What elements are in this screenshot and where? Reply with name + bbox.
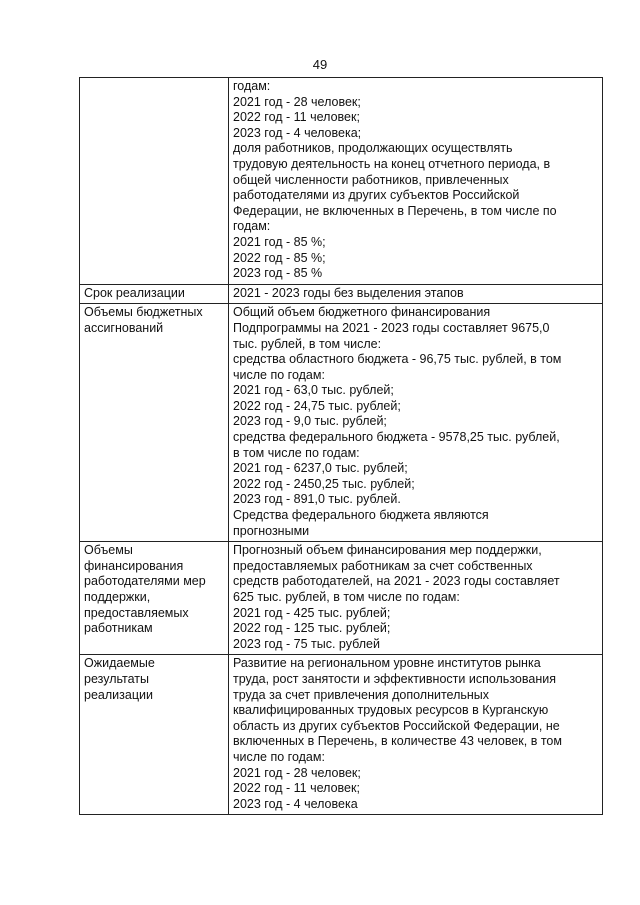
row-label: Объемы бюджетных [84, 305, 203, 320]
row-label: работодателями мер [84, 574, 206, 589]
content-line: годам: [233, 79, 271, 93]
row-content-cell [229, 78, 603, 285]
content-line: предоставляемых работникам за счет собственных [233, 558, 533, 573]
content-line: тыс. рублей, в том числе: [233, 336, 382, 351]
row-label-cell [80, 304, 229, 542]
content-line: 2023 год - 85 % [233, 266, 323, 281]
content-line: средства областного бюджета - 96,75 тыс. рублей, в том [233, 352, 562, 367]
content-line: прогнозными [233, 523, 310, 538]
content-line: 2021 год - 425 тыс. рублей; [233, 605, 391, 620]
content-line: Федерации, не включенных в Перечень, в том числе по [233, 203, 557, 218]
content-line: работодателями из других субъектов Российской [233, 188, 520, 203]
program-passport-table [79, 77, 603, 815]
row-label-cell [80, 284, 229, 304]
row-content-cell [229, 304, 603, 542]
content-line: 2022 год - 2450,25 тыс. рублей; [233, 476, 415, 491]
row-label: реализации [84, 687, 153, 702]
content-line: средства федерального бюджета - 9578,25 тыс. рублей, [233, 430, 560, 445]
row-label: поддержки, [84, 590, 151, 604]
row-label-cell [80, 542, 229, 655]
table-row-budget-allocations [80, 304, 603, 542]
content-line: квалифицированных трудовых ресурсов в Курганскую [233, 703, 549, 718]
content-line: 2021 год - 63,0 тыс. рублей; [233, 383, 394, 398]
content-line: труда за счет привлечения дополнительных [233, 687, 490, 702]
content-line: средств работодателей, на 2021 - 2023 годы составляет [233, 574, 560, 589]
row-content-cell [229, 655, 603, 815]
content-line: 2023 год - 75 тыс. рублей [233, 636, 380, 651]
content-line: Средства федерального бюджета являются [233, 508, 489, 523]
content-line: 2022 год - 85 %; [233, 250, 326, 265]
content-line: Развитие на региональном уровне институтов рынка [233, 656, 541, 671]
content-line: числе по годам: [233, 367, 325, 382]
content-line: 2021 год - 6237,0 тыс. рублей; [233, 461, 408, 476]
row-label: работникам [84, 621, 153, 636]
content-line: 2022 год - 11 человек; [233, 110, 360, 125]
content-line: Подпрограммы на 2021 - 2023 годы составляет 9675,0 [233, 320, 550, 335]
content-line: Прогнозный объем финансирования мер поддержки, [233, 543, 542, 558]
table-row-expected-results [80, 655, 603, 815]
row-label-cell [80, 655, 229, 815]
content-line: трудовую деятельность на конец отчетного периода, в [233, 156, 551, 171]
content-line: 2021 год - 28 человек; [233, 94, 361, 109]
row-content-cell [229, 542, 603, 655]
content-line: 2023 год - 891,0 тыс. рублей. [233, 492, 401, 507]
content-line: Общий объем бюджетного финансирования [233, 305, 491, 320]
row-label: предоставляемых [84, 605, 189, 620]
content-line: 2021 год - 28 человек; [233, 765, 361, 780]
content-line: 625 тыс. рублей, в том числе по годам: [233, 590, 460, 604]
content-line: 2022 год - 11 человек; [233, 781, 360, 796]
content-line: труда, рост занятости и эффективности использования [233, 671, 556, 686]
content-line: в том числе по годам: [233, 445, 360, 460]
content-line: числе по годам: [233, 749, 325, 764]
table-row-targets-continued [80, 78, 603, 285]
content-line: область из других субъектов Российской Федерации, не [233, 718, 560, 733]
content-line: годам: [233, 219, 271, 234]
row-content-cell [229, 284, 603, 304]
content-line: 2023 год - 4 человека [233, 796, 358, 811]
content-line: общей численности работников, привлеченных [233, 172, 509, 187]
content-line: включенных в Перечень, в количестве 43 человек, в том [233, 734, 562, 749]
table-row-implementation-period [80, 284, 603, 304]
row-label: Объемы [84, 543, 133, 558]
row-label: финансирования [84, 558, 184, 573]
row-label: ассигнований [84, 320, 164, 335]
page-number: 49 [312, 57, 328, 72]
content-line: 2022 год - 125 тыс. рублей; [233, 621, 391, 636]
row-label: Срок реализации [84, 285, 185, 300]
table-row-employer-support-financing [80, 542, 603, 655]
content-line: 2022 год - 24,75 тыс. рублей; [233, 398, 401, 413]
content-line: доля работников, продолжающих осуществлять [233, 141, 513, 156]
content-line: 2023 год - 4 человека; [233, 125, 362, 140]
content-line: 2021 - 2023 годы без выделения этапов [233, 285, 464, 300]
row-label: результаты [84, 671, 149, 686]
row-label: Ожидаемые [84, 656, 155, 671]
row-label-cell [80, 78, 229, 285]
content-line: 2023 год - 9,0 тыс. рублей; [233, 414, 387, 429]
content-line: 2021 год - 85 %; [233, 234, 326, 249]
